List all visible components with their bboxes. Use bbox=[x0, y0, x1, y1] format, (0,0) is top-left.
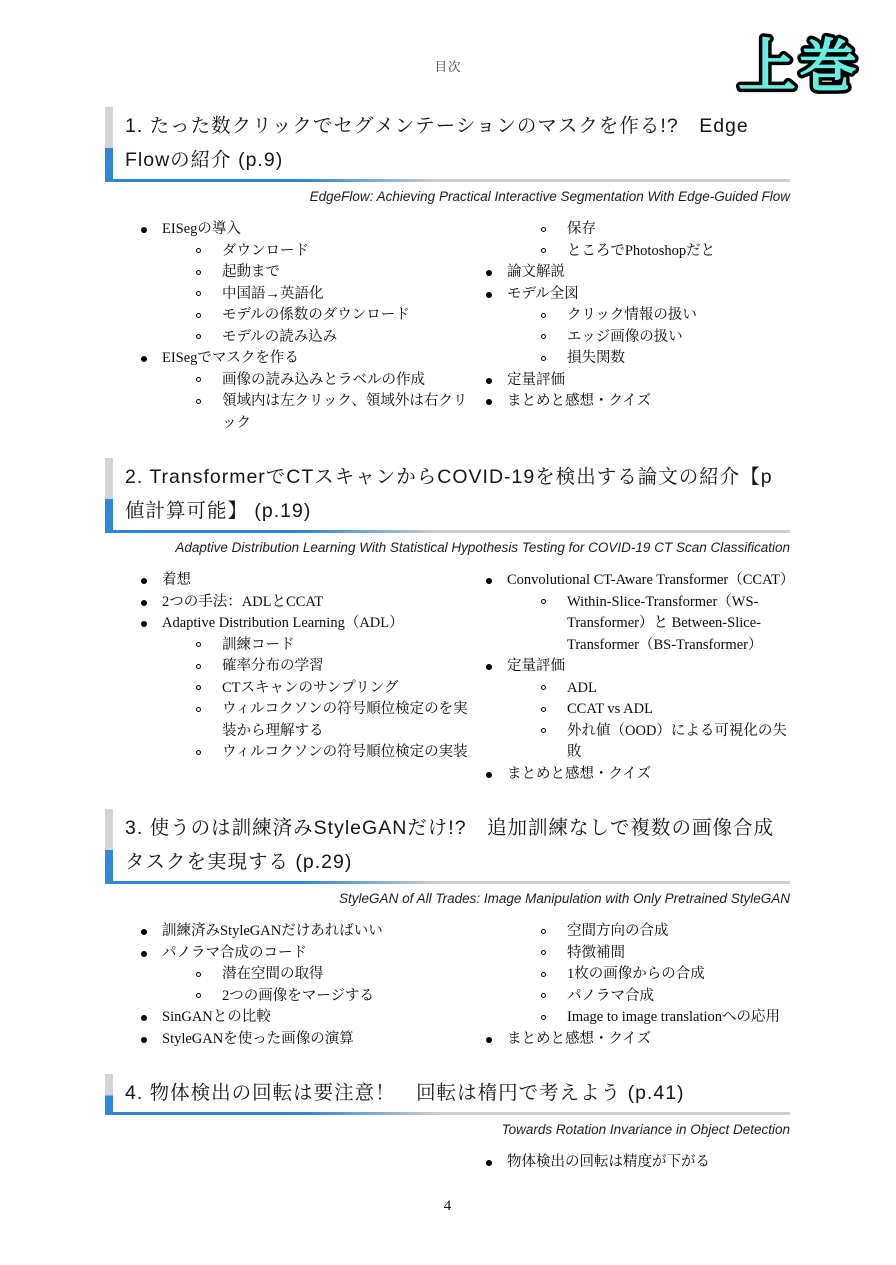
toc-item bbox=[485, 284, 790, 306]
bullet-icon bbox=[486, 1037, 492, 1043]
toc-item bbox=[140, 635, 470, 657]
bullet-columns bbox=[105, 921, 790, 1050]
toc-item bbox=[140, 391, 470, 434]
toc-item-label: 訓練済みStyleGANだけあればいい bbox=[162, 923, 383, 939]
bullet-icon bbox=[486, 664, 492, 670]
toc-item bbox=[140, 327, 470, 349]
section-underline bbox=[105, 1112, 790, 1115]
bullet-icon bbox=[196, 664, 201, 669]
toc-item-label: モデルの係数のダウンロード bbox=[222, 307, 410, 323]
bullet-list-left bbox=[140, 570, 470, 785]
bullet-icon bbox=[141, 621, 147, 627]
toc-item-label: Image to image translationへの応用 bbox=[567, 1009, 781, 1025]
bullet-icon bbox=[141, 578, 147, 584]
toc-item bbox=[485, 678, 790, 700]
toc-item-label: モデルの読み込み bbox=[222, 328, 338, 345]
toc-item bbox=[140, 592, 470, 614]
bullet-icon bbox=[486, 772, 492, 778]
toc-item bbox=[485, 943, 790, 965]
bullet-icon bbox=[196, 399, 201, 404]
bullet-list-left bbox=[140, 1152, 470, 1174]
bullet-icon bbox=[486, 292, 492, 298]
toc-item bbox=[140, 284, 470, 306]
bullet-icon bbox=[141, 227, 147, 233]
toc-item bbox=[485, 1007, 790, 1029]
toc-item bbox=[485, 592, 790, 657]
toc-item-label: EISegでマスクを作る bbox=[162, 350, 299, 366]
toc-item-label: 保存 bbox=[567, 221, 596, 237]
toc-item-label: 中国語→英語化 bbox=[222, 285, 324, 302]
toc-item-label: StyleGANを使った画像の演算 bbox=[162, 1030, 354, 1047]
bullet-icon bbox=[541, 929, 546, 934]
toc-item bbox=[140, 262, 470, 284]
toc-item bbox=[485, 391, 790, 413]
toc-item bbox=[485, 1152, 790, 1174]
toc-item bbox=[140, 742, 470, 764]
toc-item bbox=[140, 921, 470, 943]
bullet-icon bbox=[196, 270, 201, 275]
bullet-icon bbox=[541, 707, 546, 712]
bullet-icon bbox=[196, 972, 201, 977]
bullet-icon bbox=[196, 993, 201, 998]
toc-item bbox=[485, 327, 790, 349]
bullet-columns bbox=[105, 1152, 790, 1174]
toc-item-label: モデル全図 bbox=[507, 285, 579, 302]
bullet-icon bbox=[196, 685, 201, 690]
section-title[interactable]: 1. たった数クリックでセグメンテーションのマスクを作る!? Edge Flowの紹介 (p.9) bbox=[125, 115, 749, 171]
bullet-list-left bbox=[140, 219, 470, 434]
toc-item bbox=[140, 699, 470, 742]
toc-item bbox=[485, 1029, 790, 1051]
toc-item bbox=[485, 570, 795, 592]
toc-item-label: EISegの導入 bbox=[162, 221, 241, 237]
toc-item-label: 領域内は左クリック、領域外は右クリック bbox=[222, 393, 468, 431]
section-underline bbox=[105, 179, 790, 182]
bullet-icon bbox=[141, 1037, 147, 1043]
bullet-icon bbox=[541, 728, 546, 733]
section-paper-title: StyleGAN of All Trades: Image Manipulation with Only Pretrained StyleGAN bbox=[339, 891, 790, 906]
toc-section-1 bbox=[105, 107, 790, 434]
toc-item-label: 定量評価 bbox=[507, 371, 565, 388]
toc-item bbox=[485, 241, 790, 263]
toc-item bbox=[140, 986, 470, 1008]
toc-item-label: CTスキャンのサンプリング bbox=[222, 679, 399, 696]
bullet-icon bbox=[196, 334, 201, 339]
toc-item-label: ウィルコクソンの符号順位検定の実装 bbox=[222, 744, 468, 760]
bullet-list-right bbox=[485, 219, 790, 434]
bullet-icon bbox=[541, 950, 546, 955]
toc-item-label: 確率分布の学習 bbox=[222, 658, 324, 674]
toc-item bbox=[485, 305, 790, 327]
section-title[interactable]: 2. TransformerでCTスキャンからCOVID-19を検出する論文の紹介【p値計算可能】 (p.19) bbox=[125, 466, 773, 522]
section-heading bbox=[105, 458, 790, 530]
toc-item-label: SinGANとの比較 bbox=[162, 1009, 271, 1025]
toc-item-label: まとめと感想・クイズ bbox=[507, 765, 652, 782]
toc-item-label: 外れ値（OOD）による可視化の失敗 bbox=[567, 722, 787, 760]
toc-item-label: 損失関数 bbox=[567, 350, 625, 366]
section-underline bbox=[105, 530, 790, 533]
toc-item bbox=[140, 219, 470, 241]
toc-section-2 bbox=[105, 458, 795, 785]
bullet-icon bbox=[541, 334, 546, 339]
toc-item-label: 1枚の画像からの合成 bbox=[567, 966, 705, 982]
page-number: 4 bbox=[443, 1197, 452, 1214]
toc-item bbox=[485, 348, 790, 370]
bullet-icon bbox=[486, 399, 492, 405]
bullet-list-right bbox=[485, 1152, 790, 1174]
toc-item bbox=[140, 1029, 470, 1051]
toc-item-label: パノラマ合成 bbox=[567, 987, 654, 1004]
bullet-icon bbox=[141, 600, 147, 606]
toc-item-label: CCAT vs ADL bbox=[567, 701, 653, 717]
bullet-icon bbox=[196, 642, 201, 647]
toc-item-label: Convolutional CT-Aware Transformer（CCAT） bbox=[507, 572, 795, 588]
volume-badge-text: 上巻 bbox=[737, 32, 861, 100]
toc-main bbox=[105, 107, 795, 1215]
section-paper-title: Adaptive Distribution Learning With Statistical Hypothesis Testing for COVID-19 CT Scan Classification bbox=[175, 540, 790, 555]
section-accent-bar-icon bbox=[105, 458, 113, 530]
bullet-icon bbox=[486, 378, 492, 384]
toc-item-label: 起動まで bbox=[222, 264, 280, 280]
toc-item bbox=[485, 764, 790, 786]
toc-item-label: 物体検出の回転は精度が下がる bbox=[507, 1154, 710, 1170]
toc-item bbox=[140, 964, 470, 986]
section-title[interactable]: 4. 物体検出の回転は要注意！ 回転は楕円で考えよう (p.41) bbox=[125, 1082, 685, 1104]
toc-item bbox=[140, 678, 470, 700]
bullet-icon bbox=[141, 356, 147, 362]
toc-item bbox=[485, 986, 790, 1008]
bullet-icon bbox=[196, 750, 201, 755]
bullet-icon bbox=[196, 313, 201, 318]
toc-item bbox=[140, 305, 470, 327]
toc-item bbox=[485, 721, 790, 764]
toc-item-label: 特徴補間 bbox=[567, 944, 625, 961]
toc-item-label: 着想 bbox=[162, 572, 191, 588]
toc-item-label: 論文解説 bbox=[507, 264, 565, 280]
toc-item bbox=[485, 699, 790, 721]
section-heading bbox=[105, 809, 790, 881]
toc-item bbox=[140, 241, 470, 263]
toc-item bbox=[485, 921, 790, 943]
bullet-icon bbox=[141, 1015, 147, 1021]
toc-item bbox=[485, 370, 790, 392]
toc-item bbox=[140, 348, 470, 370]
bullet-icon bbox=[541, 972, 546, 977]
toc-item-label: エッジ画像の扱い bbox=[567, 328, 683, 345]
volume-badge bbox=[711, 22, 886, 104]
toc-section-4 bbox=[105, 1074, 790, 1174]
section-accent-bar-icon bbox=[105, 107, 113, 179]
toc-item bbox=[140, 570, 470, 592]
bullet-list-left bbox=[140, 921, 470, 1050]
toc-item bbox=[485, 964, 790, 986]
toc-item-label: パノラマ合成のコード bbox=[162, 944, 307, 961]
toc-item bbox=[140, 656, 470, 678]
bullet-icon bbox=[486, 578, 492, 584]
bullet-icon bbox=[141, 951, 147, 957]
bullet-columns bbox=[105, 219, 790, 434]
bullet-icon bbox=[196, 707, 201, 712]
section-accent-bar-icon bbox=[105, 1074, 113, 1112]
bullet-icon bbox=[541, 313, 546, 318]
toc-item-label: ADL bbox=[567, 679, 597, 696]
bullet-icon bbox=[541, 1015, 546, 1020]
toc-item-label: 2つの手法：ADLとCCAT bbox=[162, 593, 324, 610]
toc-item-label: 画像の読み込みとラベルの作成 bbox=[222, 371, 425, 388]
toc-item-label: クリック情報の扱い bbox=[567, 307, 697, 323]
bullet-icon bbox=[486, 1160, 492, 1166]
bullet-icon bbox=[541, 248, 546, 253]
bullet-icon bbox=[541, 685, 546, 690]
toc-section-3 bbox=[105, 809, 790, 1050]
toc-item bbox=[485, 262, 790, 284]
toc-item bbox=[140, 1007, 470, 1029]
bullet-icon bbox=[541, 356, 546, 361]
section-heading bbox=[105, 107, 790, 179]
toc-item-label: 空間方向の合成 bbox=[567, 923, 669, 939]
bullet-icon bbox=[541, 227, 546, 232]
section-underline bbox=[105, 881, 790, 884]
bullet-icon bbox=[196, 248, 201, 253]
toc-item-label: Within-Slice-Transformer（WS-Transformer）と Between-Slice-Transformer（BS-Transformer） bbox=[567, 593, 763, 653]
toc-item-label: 2つの画像をマージする bbox=[222, 987, 374, 1004]
page-header-title: 目次 bbox=[434, 60, 462, 74]
toc-item bbox=[485, 219, 790, 241]
toc-item bbox=[140, 943, 470, 965]
toc-item-label: まとめと感想・クイズ bbox=[507, 1030, 652, 1047]
toc-item-label: ところでPhotoshopだと bbox=[567, 242, 716, 259]
bullet-icon bbox=[196, 377, 201, 382]
bullet-icon bbox=[541, 993, 546, 998]
toc-item-label: ダウンロード bbox=[222, 242, 309, 259]
toc-item-label: ウィルコクソンの符号順位検定のを実装から理解する bbox=[222, 701, 468, 739]
toc-item-label: Adaptive Distribution Learning（ADL） bbox=[162, 615, 404, 631]
bullet-icon bbox=[486, 270, 492, 276]
bullet-list-right bbox=[485, 921, 790, 1050]
toc-item bbox=[140, 370, 470, 392]
toc-item-label: まとめと感想・クイズ bbox=[507, 393, 652, 409]
bullet-icon bbox=[196, 291, 201, 296]
toc-item-label: 訓練コード bbox=[222, 636, 295, 653]
section-heading bbox=[105, 1074, 790, 1112]
toc-item bbox=[140, 613, 470, 635]
toc-item bbox=[485, 656, 790, 678]
section-accent-bar-icon bbox=[105, 809, 113, 881]
toc-item-label: 潜在空間の取得 bbox=[222, 966, 324, 982]
section-paper-title: Towards Rotation Invariance in Object Detection bbox=[501, 1122, 790, 1137]
bullet-icon bbox=[541, 599, 546, 604]
section-paper-title: EdgeFlow: Achieving Practical Interactive Segmentation With Edge-Guided Flow bbox=[309, 189, 790, 204]
section-title[interactable]: 3. 使うのは訓練済みStyleGANだけ!? 追加訓練なしで複数の画像合成タスクを実現する (p.29) bbox=[125, 817, 775, 873]
toc-item-label: 定量評価 bbox=[507, 658, 565, 674]
bullet-list-right bbox=[485, 570, 795, 785]
bullet-columns bbox=[105, 570, 795, 785]
bullet-icon bbox=[141, 929, 147, 935]
